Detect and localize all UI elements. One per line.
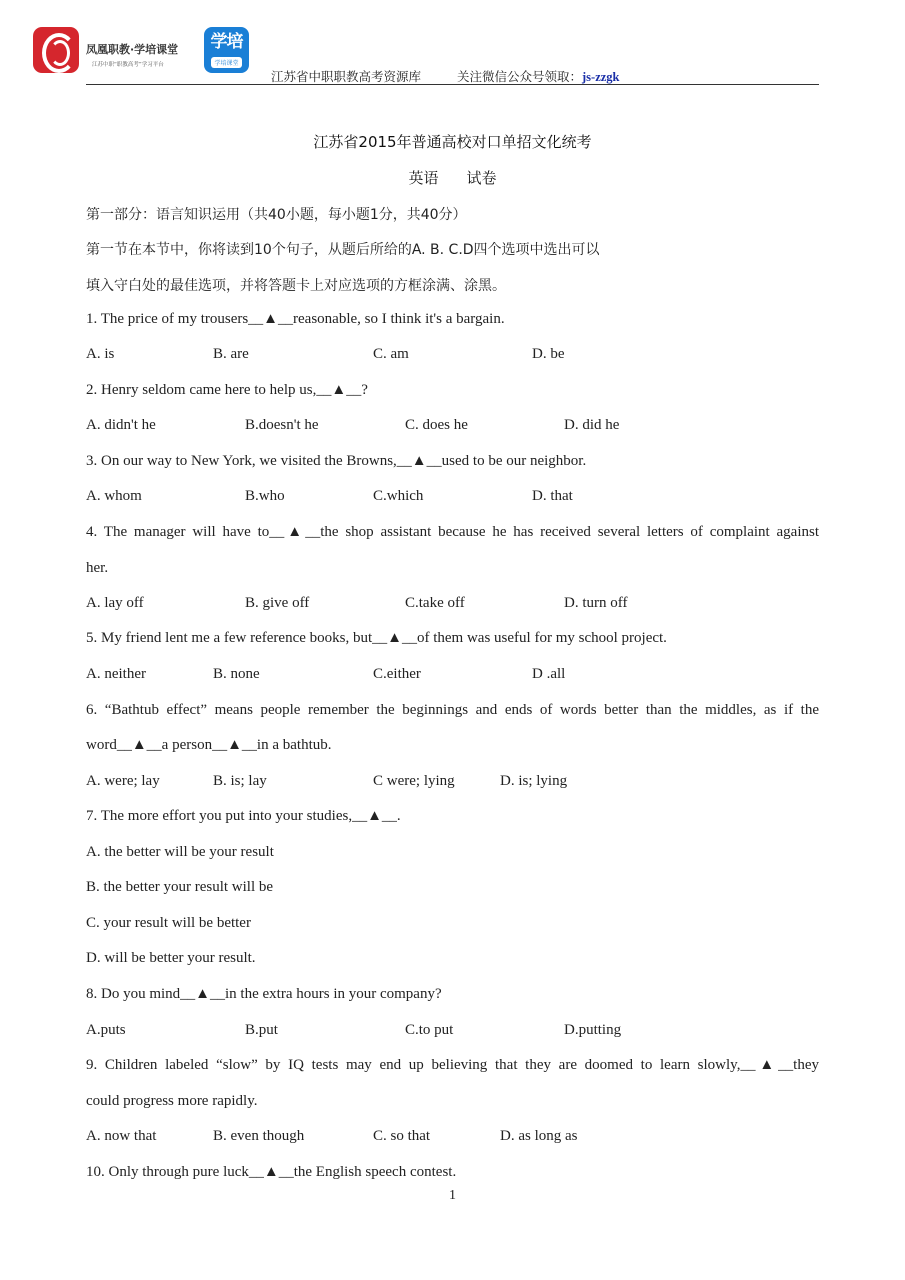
option-5b: B. none xyxy=(213,666,260,682)
option-8d: D.putting xyxy=(564,1022,622,1038)
option-8c: C.to put xyxy=(405,1022,454,1038)
question-4-line-2: her. xyxy=(86,560,109,576)
wechat-id: js-zzgk xyxy=(582,70,620,84)
option-6d: D. is; lying xyxy=(500,773,568,789)
option-9b: B. even though xyxy=(213,1128,305,1144)
option-1a: A. is xyxy=(86,346,115,362)
option-8b: B.put xyxy=(245,1022,278,1038)
question-6-line-2: word__▲__a person__▲__in a bathtub. xyxy=(86,737,332,753)
app-logo-subtext: 学培课堂 xyxy=(211,57,241,68)
wechat-prefix: 关注微信公众号领取： xyxy=(457,69,583,84)
xuepei-app-logo-icon xyxy=(204,27,249,73)
option-7d: D. will be better your result. xyxy=(86,950,256,966)
question-8: 8. Do you mind__▲__in the extra hours in your company? xyxy=(86,986,442,1002)
phoenix-logo-icon xyxy=(33,27,79,73)
option-1d: D. be xyxy=(532,346,565,362)
option-7c: C. your result will be better xyxy=(86,915,251,931)
option-9a: A. now that xyxy=(86,1128,157,1144)
option-8a: A.puts xyxy=(86,1022,126,1038)
header-site-name: 江苏省中职职教高考资源库 xyxy=(271,69,422,84)
exam-title: 江苏省2015年普通高校对口单招文化统考 xyxy=(313,133,592,151)
option-4d: D. turn off xyxy=(564,595,628,611)
question-6-line-1: 6. “Bathtub effect” means people remember the beginnings and ends of words better than the middles, as if the xyxy=(86,702,819,718)
question-2: 2. Henry seldom came here to help us,__▲__? xyxy=(86,382,368,398)
question-3: 3. On our way to New York, we visited the Browns,__▲__used to be our neighbor. xyxy=(86,453,587,469)
option-1c: C. am xyxy=(373,346,409,362)
option-3c: C.which xyxy=(373,488,424,504)
option-2d: D. did he xyxy=(564,417,620,433)
option-7a: A. the better will be your result xyxy=(86,844,274,860)
option-4b: B. give off xyxy=(245,595,310,611)
option-5c: C.either xyxy=(373,666,421,682)
option-9c: C. so that xyxy=(373,1128,431,1144)
exam-subtitle xyxy=(0,167,905,188)
option-6c: C were; lying xyxy=(373,773,455,789)
question-9-line-2: could progress more rapidly. xyxy=(86,1093,258,1109)
option-3d: D. that xyxy=(532,488,573,504)
exam-subject: 英语 xyxy=(408,169,439,187)
instruction-line-2: 填入守白处的最佳选项，并将答题卡上对应选项的方框涂满、涂黑。 xyxy=(86,278,506,294)
option-5d: D .all xyxy=(532,666,566,682)
instruction-line-1: 第一节在本节中，你将读到10个句子，从题后所给的A. B. C.D四个选项中选出可以 xyxy=(86,242,600,258)
app-logo-text: 学培 xyxy=(210,32,243,52)
question-1: 1. The price of my trousers__▲__reasonable, so I think it's a bargain. xyxy=(86,311,505,327)
exam-paper: 试卷 xyxy=(466,169,497,187)
option-4c: C.take off xyxy=(405,595,465,611)
option-6a: A. were; lay xyxy=(86,773,160,789)
option-3b: B.who xyxy=(245,488,285,504)
option-5a: A. neither xyxy=(86,666,146,682)
question-7: 7. The more effort you put into your studies,__▲__. xyxy=(86,808,401,824)
option-1b: B. are xyxy=(213,346,249,362)
option-7b: B. the better your result will be xyxy=(86,879,274,895)
option-9d: D. as long as xyxy=(500,1128,578,1144)
question-10: 10. Only through pure luck__▲__the English speech contest. xyxy=(86,1164,457,1180)
part-heading: 第一部分：语言知识运用（共40小题，每小题1分，共40分） xyxy=(86,207,467,223)
header-wechat xyxy=(457,67,620,85)
question-4-line-1: 4. The manager will have to__▲__the shop assistant because he has received several letters of complaint against xyxy=(86,524,819,540)
option-2b: B.doesn't he xyxy=(245,417,319,433)
brand-name: 凤凰职教·学培课堂 xyxy=(86,43,179,56)
option-3a: A. whom xyxy=(86,488,142,504)
brand-slogan: 江苏中职“职教高考”学习平台 xyxy=(92,62,164,68)
question-9-line-1: 9. Children labeled “slow” by IQ tests may end up believing that they are doomed to learn slowly,__▲__they xyxy=(86,1057,819,1073)
option-4a: A. lay off xyxy=(86,595,144,611)
header-divider xyxy=(86,84,819,85)
option-6b: B. is; lay xyxy=(213,773,267,789)
option-2c: C. does he xyxy=(405,417,468,433)
page-number: 1 xyxy=(449,1188,456,1203)
option-2a: A. didn't he xyxy=(86,417,156,433)
question-5: 5. My friend lent me a few reference books, but__▲__of them was useful for my school project. xyxy=(86,630,667,646)
